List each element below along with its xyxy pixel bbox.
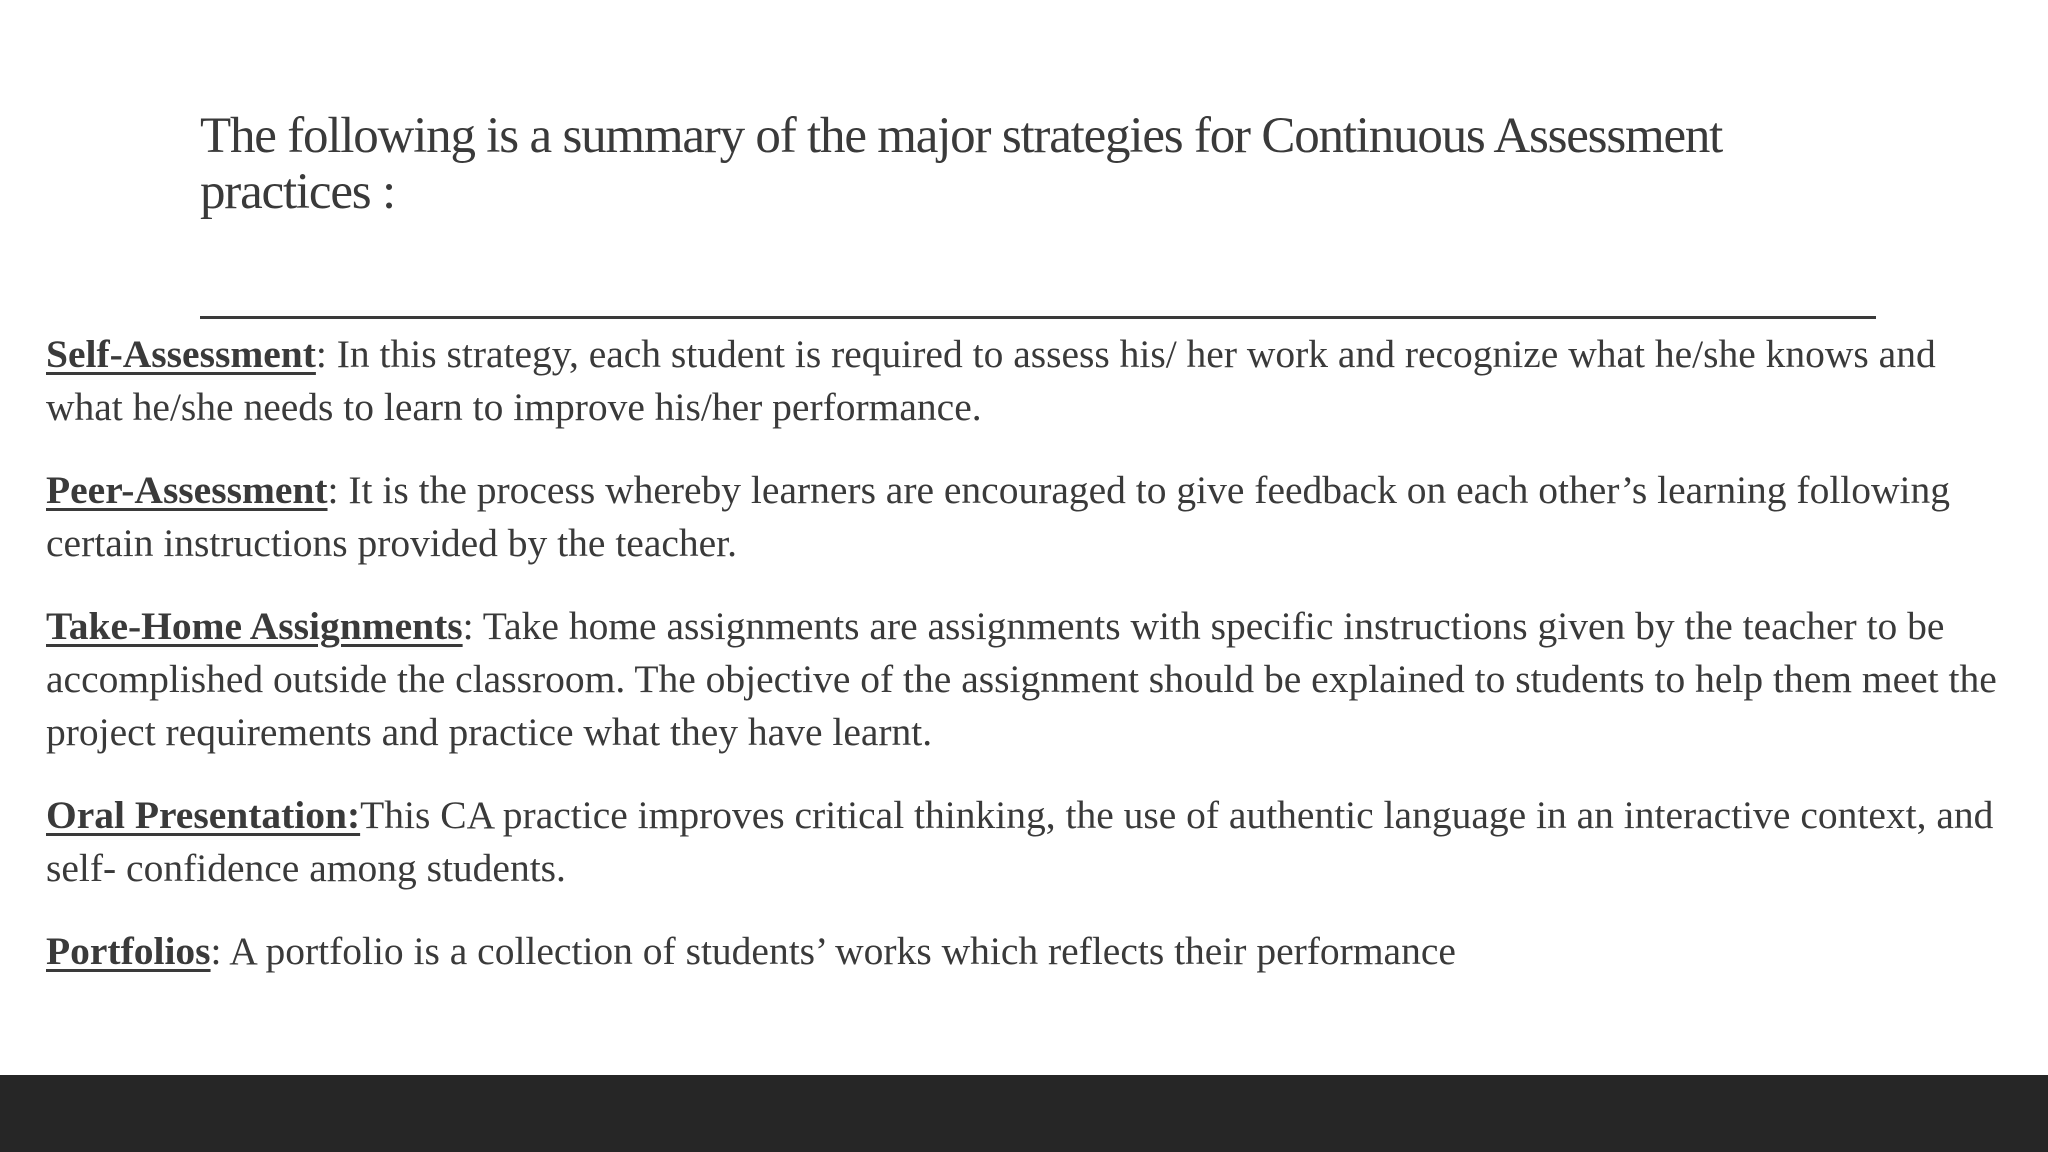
strategy-oral-presentation [46,789,2016,895]
strategy-separator: : [210,929,230,973]
strategy-separator: : [462,604,483,648]
strategy-description: A portfolio is a collection of students’ works which reflects their performance [229,929,1456,973]
strategy-term: Self-Assessment [46,332,316,376]
slide-title: The following is a summary of the major strategies for Continuous Assessment practices : [200,108,1723,220]
strategy-term: Portfolios [46,929,211,973]
strategy-description: It is the process whereby learners are encouraged to give feedback on each other’s learning following certain instructions provided by the teacher. [46,468,1951,565]
strategy-description: This CA practice improves critical thinking, the use of authentic language in an interactive context, and self- confidence among students. [46,793,1994,890]
strategy-description: In this strategy, each student is required to assess his/ her work and recognize what he/she knows and what he/she needs to learn to improve his/her performance. [46,332,1936,429]
footer-bar [0,1075,2048,1152]
strategy-take-home-assignments [46,600,2016,759]
strategy-term: Take-Home Assignments [46,604,463,648]
strategy-term: Peer-Assessment [46,468,328,512]
strategy-separator: : [315,332,337,376]
strategy-description: Take home assignments are assignments with specific instructions given by the teacher to be accomplished outside the classroom. The objective of the assignment should be explained to students to help them meet the project requirements and practice what they have learnt. [46,604,1997,754]
strategy-portfolios [46,925,2016,978]
strategy-self-assessment [46,328,2016,434]
strategy-peer-assessment [46,464,2016,570]
strategy-term: Oral Presentation: [46,793,361,837]
strategy-list [46,328,2016,1008]
strategy-separator: : [327,468,349,512]
title-divider [200,316,1876,319]
